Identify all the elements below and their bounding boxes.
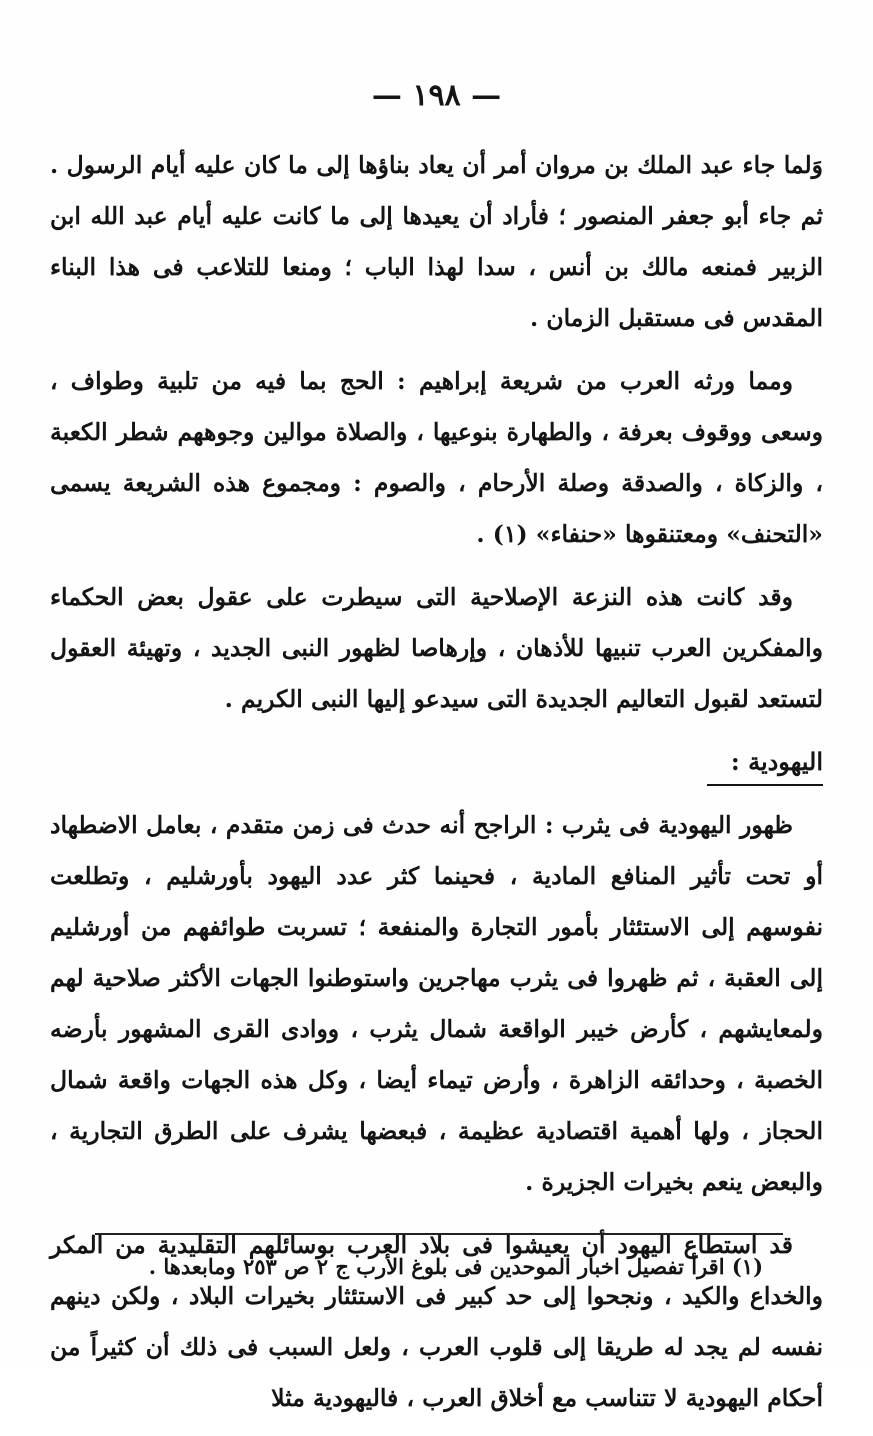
section-heading-judaism: اليهودية : bbox=[707, 740, 823, 786]
footnote-divider bbox=[95, 1233, 783, 1235]
page-body bbox=[50, 140, 823, 1436]
paragraph-jews-arabia: قد استطاع اليهود أن يعيشوا فى بلاد العرب بوسائلهم التقليدية من المكر والخداع والكيد ، ونجحوا إلى حد كبير فى الاستئثار بخيرات البلاد ، ولكن دينهم نفسه لم يجد له طريقا إلى قلوب العرب ، ولعل السبب فى ذلك أن كثيراً من أحكام اليهودية لا تتناسب مع أخلاق العرب ، فاليهودية مثلا bbox=[50, 1231, 823, 1412]
paragraph-abraham-sharia: ومما ورثه العرب من شريعة إبراهيم : الحج بما فيه من تلبية وطواف ، وسعى ووقوف بعرفة ، والطهارة بنوعيها ، والصلاة موالين وجوههم شطر الكعبة ، والزكاة ، والصدقة وصلة الأرحام ، والصوم : ومجموع هذه الشريعة يسمى «التحنف» ومعتنقوها «حنفاء» (١) . bbox=[50, 367, 823, 548]
page-number: — ١٩٨ — bbox=[371, 78, 502, 113]
paragraph-reform-tendency: وقد كانت هذه النزعة الإصلاحية التى سيطرت على عقول بعض الحكماء والمفكرين العرب تنبيها للأذهان ، وإرهاصا لظهور النبى الجديد ، وتهيئة العقول لتستعد لقبول التعاليم الجديدة التى سيدعو إليها النبى الكريم . bbox=[50, 583, 823, 713]
paragraph-kaaba-rebuilding: وَلما جاء عبد الملك بن مروان أمر أن يعاد بناؤها إلى ما كان عليه أيام الرسول . ثم جاء أبو جعفر المنصور ؛ فأراد أن يعيدها إلى ما كانت عليه أيام عبد الله ابن الزبير فمنعه مالك بن أنس ، سدا لهذا الباب ؛ ومنعا للتلاعب فى هذا البناء المقدس فى مستقبل الزمان . bbox=[50, 151, 823, 332]
paragraph-judaism-yathrib: ظهور اليهودية فى يثرب : الراجح أنه حدث فى زمن متقدم ، بعامل الاضطهاد أو تحت تأثير المنافع المادية ، فحينما كثر عدد اليهود بأورشليم ، وتطلعت نفوسهم إلى الاستئثار بأمور التجارة والمنفعة ؛ تسربت طوائفهم من أورشليم إلى العقبة ، ثم ظهروا فى يثرب مهاجرين واستوطنوا الجهات الأكثر صلاحية لهم ولمعايشهم ، كأرض خيبر الواقعة شمال يثرب ، ووادى القرى المشهور بأرضه الخصبة ، وحدائقه الزاهرة ، وأرض تيماء أيضا ، وكل هذه الجهات واقعة شمال الحجاز ، ولها أهمية اقتصادية عظيمة ، فبعضها يشرف على الطرق التجارية ، والبعض ينعم بخيرات الجزيرة . bbox=[50, 811, 823, 1196]
footnote: (١) اقرأ تفصيل اخبار الموحدين فى بلوغ الأرب ج ٢ ص ٢٥٣ ومابعدها . bbox=[148, 1254, 763, 1279]
